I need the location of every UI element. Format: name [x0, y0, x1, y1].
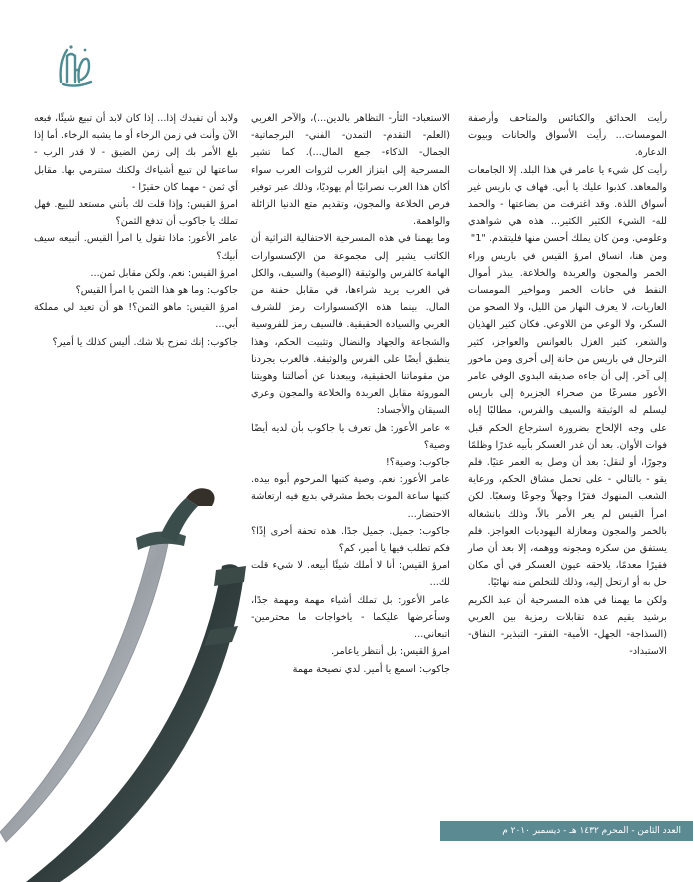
- dialogue-line: امرؤ القيس: ماهو الثمن؟! هو أن تعيد لي مملكة أبي...: [34, 302, 238, 331]
- dialogue-line: امرؤ القيس: نعم. ولكن مقابل ثمن...: [90, 267, 238, 279]
- dialogue-line: جاكوب: اسمع يا أمير. لدي نصيحة مهمة: [292, 663, 450, 675]
- paragraph: ومن هنا، انساق امرؤ القيس في باريس وراء الخمر والمجون والعربدة والخلاعة. يبذر أموال النفط في حانات الخمر ومواخير المومسات العاريات، لا يعرف النهار من الليل، ولا الصحو من السكر، ولا الوعي من اللاوعي. فكان كثير الهذيان والشعر، كثير الغزل بالعوانس والعواجز، كثير الترحال في باريس من حانة إلى أخرى ومن ماخور إلى آخر. إلى أن جاءه صديقه البدوي الوفي عامر الأعور مسرعًا من صحراء الجزيرة إلى باريس ليسلم له الوثيقة والسيف والفرس، مطالبًا إياه على وجه الإلحاح بضرورة استرجاع الحكم قبل فوات الأوان. بعد أن غدر العسكر بأبيه غدرًا وظلمًا وجورًا، أو لنقل: بعد أن وصل به العمر عتيًا. فلم يقو - بالتالي - على تحمل مشاق الحكم، ورعاية الشعب المنهوك فقرًا وجهلاً وجوعًا وسغبًا. لكن امرأ القيس لم يعر الأمر بالاً، وذلك بانشغاله بالخمر والمجون ومغازلة اليهوديات العواجز. فلم يستفق من سكره ومجونه ووهمه، إلا بعد أن صار فقيرًا معدمًا، يلاحقه عيون العسكر في أي مكان حل به أو ارتحل إليه، وذلك للتخلص منه نهائيًا.: [468, 250, 667, 589]
- article-column-right: [468, 110, 667, 661]
- dialogue-line: عامر الأعور: ماذا تقول يا امرأ القيس. أتبيعه سيف أبيك؟: [34, 233, 238, 262]
- paragraph: رأيت الحدائق والكنائس والمتاحف وأرصفة المومسات... رأيت الأسواق والحانات وبيوت الدعارة.: [468, 113, 667, 159]
- issue-info: العدد الثامن - المحرم ١٤٣٢ هـ - ديسمبر ٢٠١٠ م: [502, 826, 681, 836]
- article-column-left: [34, 110, 238, 351]
- arabic-calligraphy-logo-icon: [55, 42, 95, 88]
- paragraph: ولابد أن تفيدك إذا... إذا كان لابد أن تبيع شيئًا، فبعه الآن وأنت في زمن الرخاء أو ما يشبه الرخاء. أما إذا بلغ الأمر بك إلى زمن الضيق - لا قدر الرب - ساعتها لن تبيع أشياءك ولكنك ستنرمي بها. مقابل أي ثمن - مهما كان حقيرًا -: [34, 113, 238, 193]
- dialogue-line: امرؤ القيس: وإذا قلت لك بأنني مستعد للبيع. فهل تملك يا جاكوب أن تدفع الثمن؟: [34, 199, 238, 228]
- dialogue-line: جاكوب: إنك تمزح بلا شك. أليس كذلك يا أمير؟: [52, 336, 238, 348]
- dialogue-line: عامر الأعور: نعم. وصية كتبها المرحوم أبوه بيده. كتبها ساعة الموت بخط مشرقي بديع فيه ارتعاشة الاحتضار...: [251, 474, 450, 520]
- dialogue-line: جاكوب: وما هو هذا الثمن يا امرأ القيس؟: [75, 285, 238, 297]
- dialogue-line: جاكوب: وصية؟!: [385, 457, 450, 469]
- dialogue-line: جاكوب: جميل. جميل جدًا. هذه تحفة أخرى إذًا؟ فكم تطلب فيها يا أمير، كم؟: [251, 525, 450, 555]
- paragraph: ولكن ما يهمنا في هذه المسرحية أن عبد الكريم برشيد يقيم عدة تقابلات رمزية بين العربي (السذاجة- الجهل- الأمية- الفقر- التبذير- النفاق- الاستبداد-: [468, 594, 667, 658]
- paragraph: الاستعباد- الثأر- التظاهر بالدين...)، والآخر الغربي (العلم- التقدم- التمدن- الفني- البرجماتية- الجمال- الذكاء- جمع المال...). كما تشير المسرحية إلى ابتزاز الغرب لثروات العرب سواء أكان هذا الغرب نصرانيًا أم يهوديًا، وذلك عبر توفير فرص الخلاعة والمجون، وتقديم متع الدنيا الزائلة والواهمة.: [251, 113, 450, 228]
- dialogue-line: » عامر الأعور: هل تعرف يا جاكوب بأن لديه أيضًا وصية؟: [251, 422, 450, 451]
- dialogue-line: عامر الأعور: بل تملك أشياء مهمة ومهمة جدًا، وسأعرضها عليكما - ياخواجات ما محترمين- اتبعاني...: [251, 594, 450, 641]
- sword-illustration-icon: [0, 470, 330, 882]
- dialogue-line: امرؤ القيس: أنا لا أملك شيئًا أبيعه. لا شيء قلت لك...: [251, 560, 450, 589]
- paragraph: وما يهمنا في هذه المسرحية الاحتفالية التراثية أن الكاتب يشير إلى مجموعة من الإكسسوارات الهامة كالفرس والوثيقة (الوصية) والسيف، والكل في الغرب يريد شراءها، في مقابل حفنة من المال. بينما هذه الإكسسوارات رمز للشرف العربي والسيادة الحقيقية. فالسيف رمز للفروسية والشجاعة والجهاد والنضال وتثبيت الحكم، وهذا ينطبق أيضًا على الفرس والوثيقة. فالغرب يجردنا من مقوماتنا الحقيقية، ويبعدنا عن أصالتنا وهويتنا الموروثة مقابل العربدة والخلاعة والمجون وعري السيقان والأجساد:: [251, 233, 450, 417]
- dialogue-line: امرؤ القيس: بل أنتظر ياعامر.: [331, 646, 450, 658]
- footer-bar: [440, 821, 693, 841]
- paragraph: رأيت كل شيء يا عامر في هذا البلد. إلا الجامعات والمعاهد. كذبوا عليك يا أبي. فهاف ي باريس غير أسواق اللذة. وقد اغترفت من بضاعتها - والحمد لله- الشيء الكثير الكثير... هذه هي شواهدي وعلومي. ومن كان يملك أحسن منها فليتقدم. "1": [468, 164, 667, 245]
